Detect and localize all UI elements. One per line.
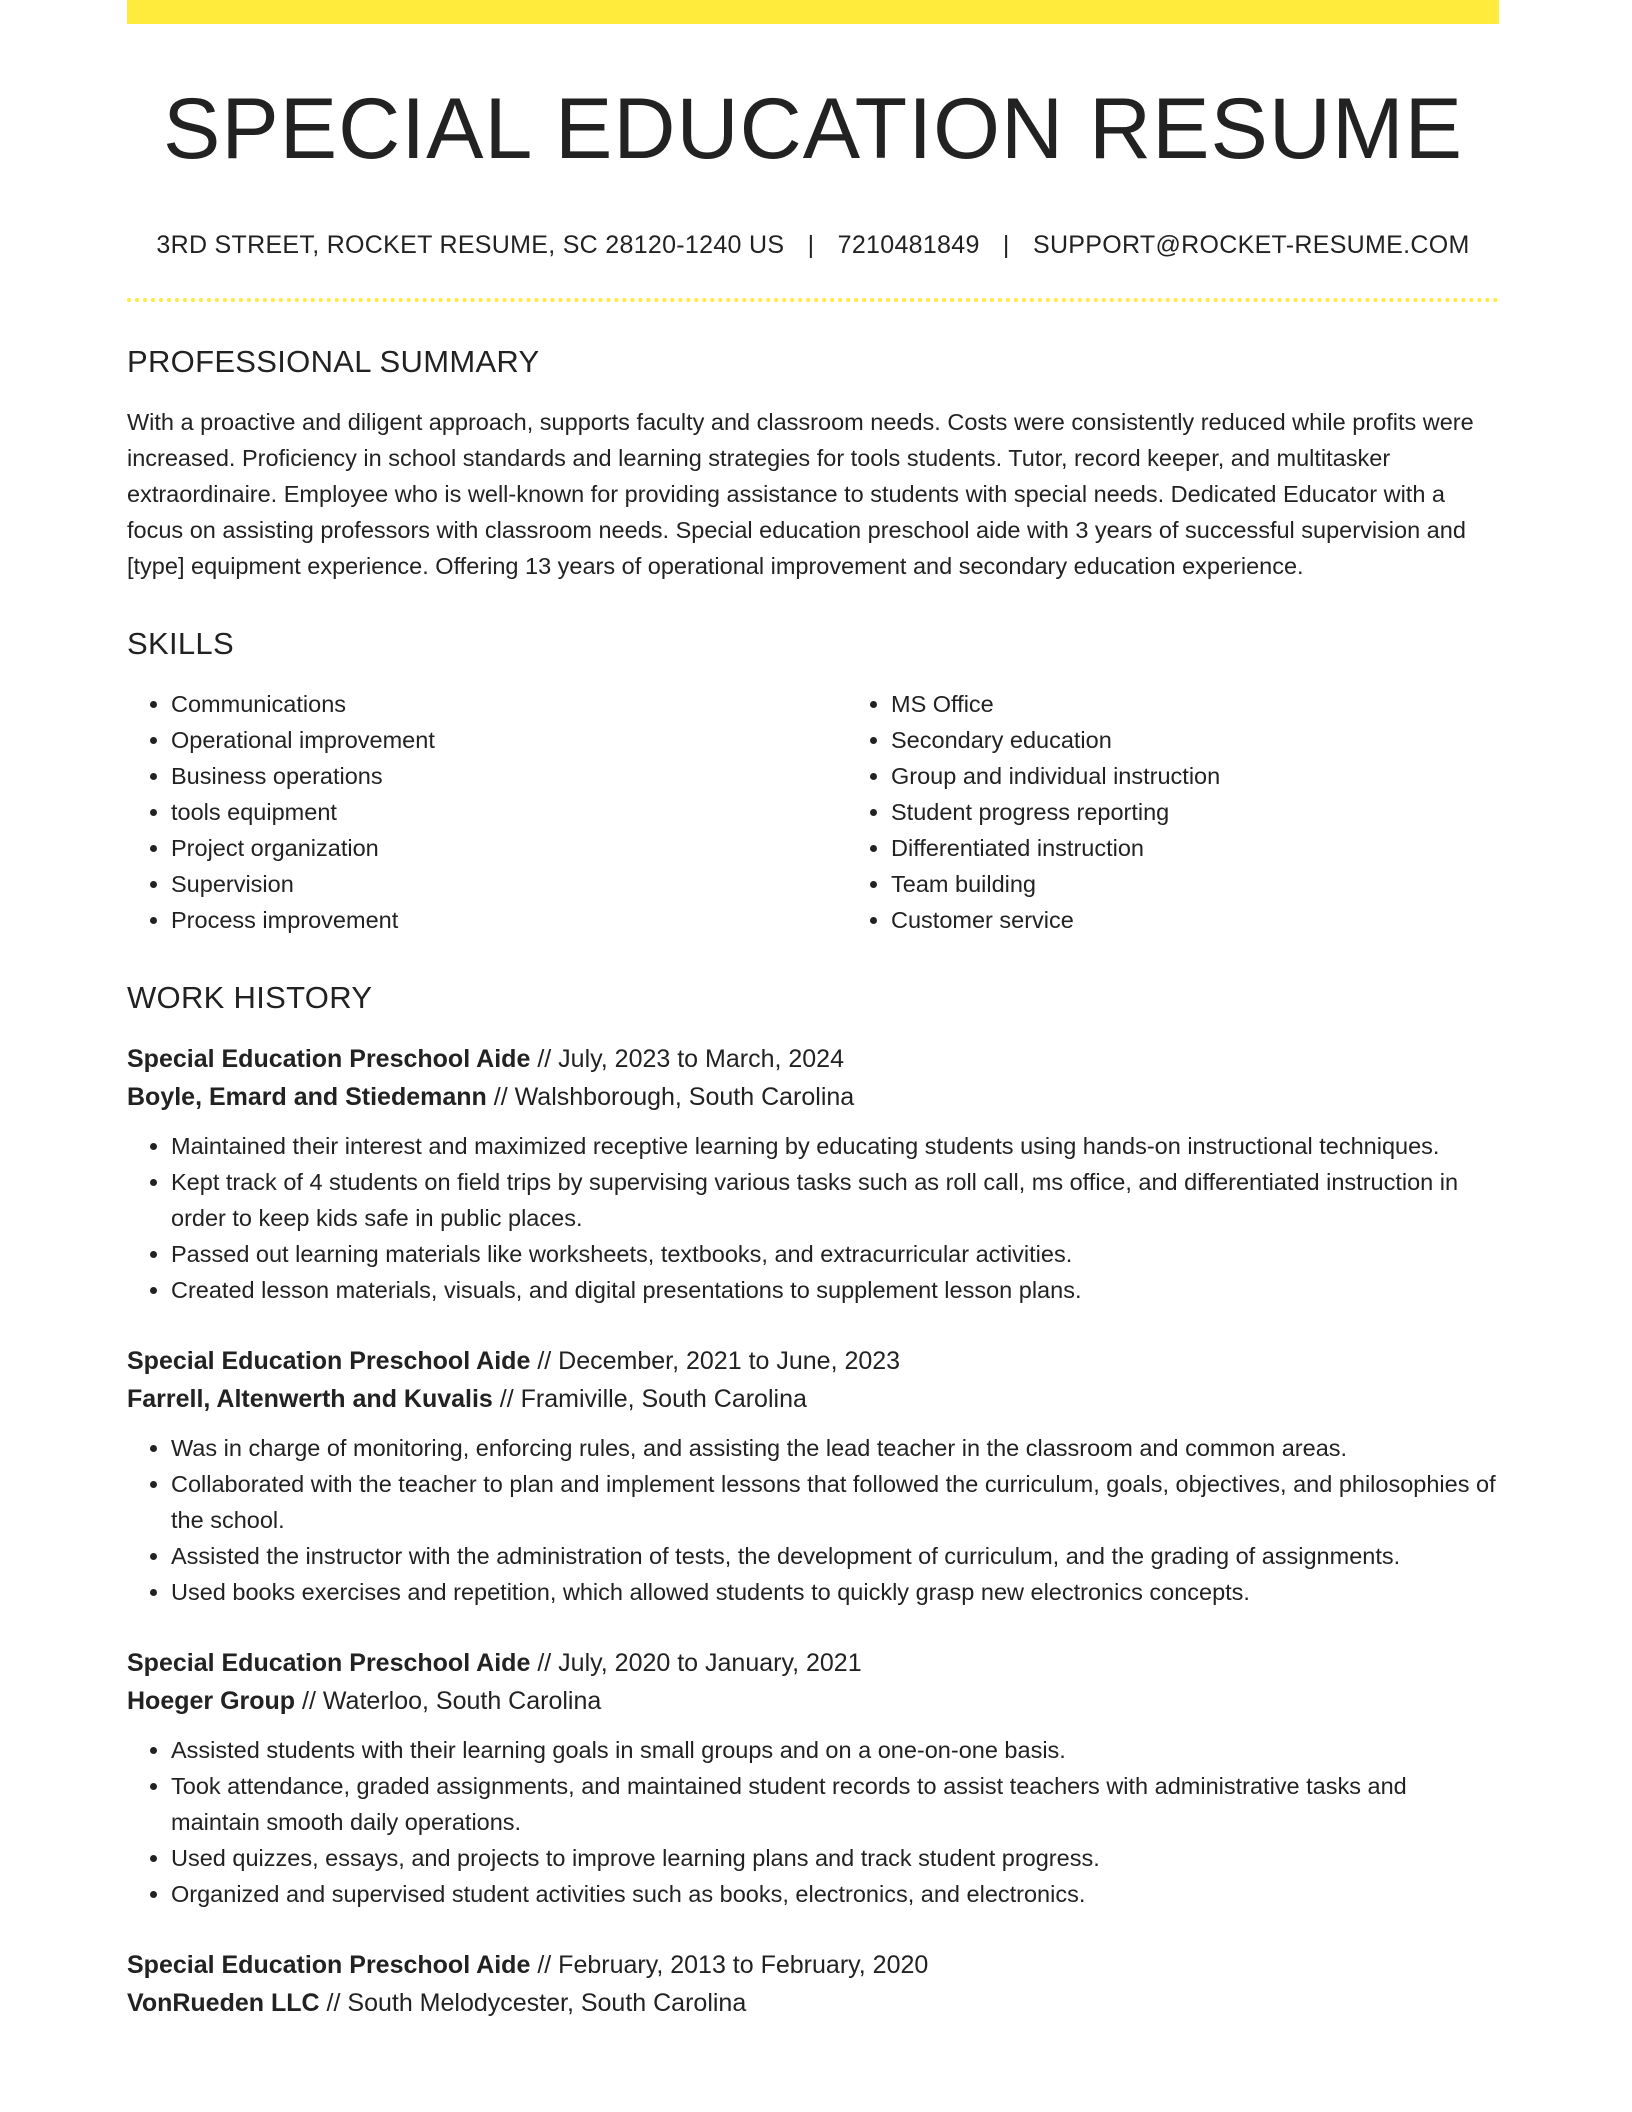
job-bullet: • Was in charge of monitoring, enforcing rules, and assisting the lead teacher in the classroom and common areas. [171,1430,1499,1466]
resume-title: SPECIAL EDUCATION RESUME [163,81,1463,177]
job-dates: February, 2013 to February, 2020 [558,1950,929,1979]
delimiter: // [537,1044,552,1073]
job-title-line [127,1342,1499,1380]
skill-item: • Supervision [171,866,847,902]
skills-column-left [127,686,847,938]
delimiter: // [326,1988,341,2017]
skill-item: • Group and individual instruction [891,758,1499,794]
job-dates: December, 2021 to June, 2023 [558,1346,901,1375]
skills-list [127,686,1499,938]
job-bullet: • Passed out learning materials like worksheets, textbooks, and extracurricular activities. [171,1236,1499,1272]
skill-item: • Differentiated instruction [891,830,1499,866]
job-entry [127,1946,1499,2022]
delimiter: // [499,1384,514,1413]
skill-item: • Team building [891,866,1499,902]
skill-item: • Secondary education [891,722,1499,758]
job-bullet: • Assisted students with their learning goals in small groups and on a one-on-one basis. [171,1732,1499,1768]
job-bullet: • Kept track of 4 students on field trips by supervising various tasks such as roll call, ms office, and differentiated instruction in order to keep kids safe in public places. [171,1164,1499,1236]
delimiter: // [537,1950,552,1979]
job-company: Hoeger Group [127,1686,296,1715]
job-company-line [127,1078,1499,1116]
skill-item: • Communications [171,686,847,722]
job-bullet: • Took attendance, graded assignments, and maintained student records to assist teachers with administrative tasks and maintain smooth daily operations. [171,1768,1499,1840]
job-location: Walshborough, South Carolina [514,1082,855,1111]
job-title: Special Education Preschool Aide [127,1346,531,1375]
job-entry [127,1644,1499,1912]
job-title: Special Education Preschool Aide [127,1648,531,1677]
contact-address: 3RD STREET, ROCKET RESUME, SC 28120-1240 US [156,230,785,259]
job-title: Special Education Preschool Aide [127,1044,531,1073]
job-entry [127,1342,1499,1610]
skills-heading: SKILLS [127,625,234,661]
job-bullet: • Collaborated with the teacher to plan and implement lessons that followed the curriculum, goals, objectives, and philosophies of the school. [171,1466,1499,1538]
job-title-line [127,1040,1499,1078]
job-location: South Melodycester, South Carolina [347,1988,747,2017]
contact-separator: | [807,230,815,259]
contact-line [127,231,1499,260]
job-title: Special Education Preschool Aide [127,1950,531,1979]
skills-column-right [847,686,1499,938]
contact-separator: | [1002,230,1010,259]
delimiter: // [537,1648,552,1677]
skill-item: • Operational improvement [171,722,847,758]
job-dates: July, 2023 to March, 2024 [558,1044,844,1073]
job-company-line [127,1682,1499,1720]
job-bullets [127,1732,1499,1912]
job-bullet: • Used books exercises and repetition, which allowed students to quickly grasp new electronics concepts. [171,1574,1499,1610]
job-bullet: • Maintained their interest and maximized receptive learning by educating students using hands-on instructional techniques. [171,1128,1499,1164]
skill-item: • Customer service [891,902,1499,938]
skill-item: • tools equipment [171,794,847,830]
delimiter: // [493,1082,508,1111]
skill-item: • Project organization [171,830,847,866]
skill-item: • Student progress reporting [891,794,1499,830]
job-location: Waterloo, South Carolina [322,1686,602,1715]
job-bullet: • Used quizzes, essays, and projects to improve learning plans and track student progress. [171,1840,1499,1876]
job-company-line [127,1984,1499,2022]
job-company-line [127,1380,1499,1418]
job-location: Framiville, South Carolina [520,1384,807,1413]
job-bullet: • Assisted the instructor with the administration of tests, the development of curriculum, and the grading of assignments. [171,1538,1499,1574]
job-title-line [127,1946,1499,1984]
job-company: Farrell, Altenwerth and Kuvalis [127,1384,493,1413]
job-bullet: • Created lesson materials, visuals, and digital presentations to supplement lesson plans. [171,1272,1499,1308]
summary-heading: PROFESSIONAL SUMMARY [127,343,540,379]
job-entry [127,1040,1499,1308]
job-bullets [127,1128,1499,1308]
job-company: Boyle, Emard and Stiedemann [127,1082,487,1111]
job-bullets [127,1430,1499,1610]
job-dates: July, 2020 to January, 2021 [558,1648,862,1677]
contact-email: SUPPORT@ROCKET-RESUME.COM [1032,230,1470,259]
work-history-heading: WORK HISTORY [127,979,373,1015]
resume-content [127,24,1499,2056]
skill-item: • Process improvement [171,902,847,938]
job-title-line [127,1644,1499,1682]
header-divider [127,298,1499,302]
delimiter: // [537,1346,552,1375]
skill-item: • MS Office [891,686,1499,722]
delimiter: // [302,1686,316,1715]
summary-text: With a proactive and diligent approach, supports faculty and classroom needs. Costs were consistently reduced while profits were increased. Proficiency in school standards and learning strategies for tools students. Tutor, record keeper, and multitasker extraordinaire. Employee who is well-known for providing assistance to students with special needs. Dedicated Educator with a focus on assisting professors with classroom needs. Special education preschool aide with 3 years of successful supervision and [type] equipment experience. Offering 13 years of operational improvement and secondary education experience. [127,408,1474,579]
skill-item: • Business operations [171,758,847,794]
contact-phone: 7210481849 [837,230,980,259]
job-bullet: • Organized and supervised student activities such as books, electronics, and electronics. [171,1876,1499,1912]
accent-bar [127,0,1499,24]
job-company: VonRueden LLC [127,1988,320,2017]
